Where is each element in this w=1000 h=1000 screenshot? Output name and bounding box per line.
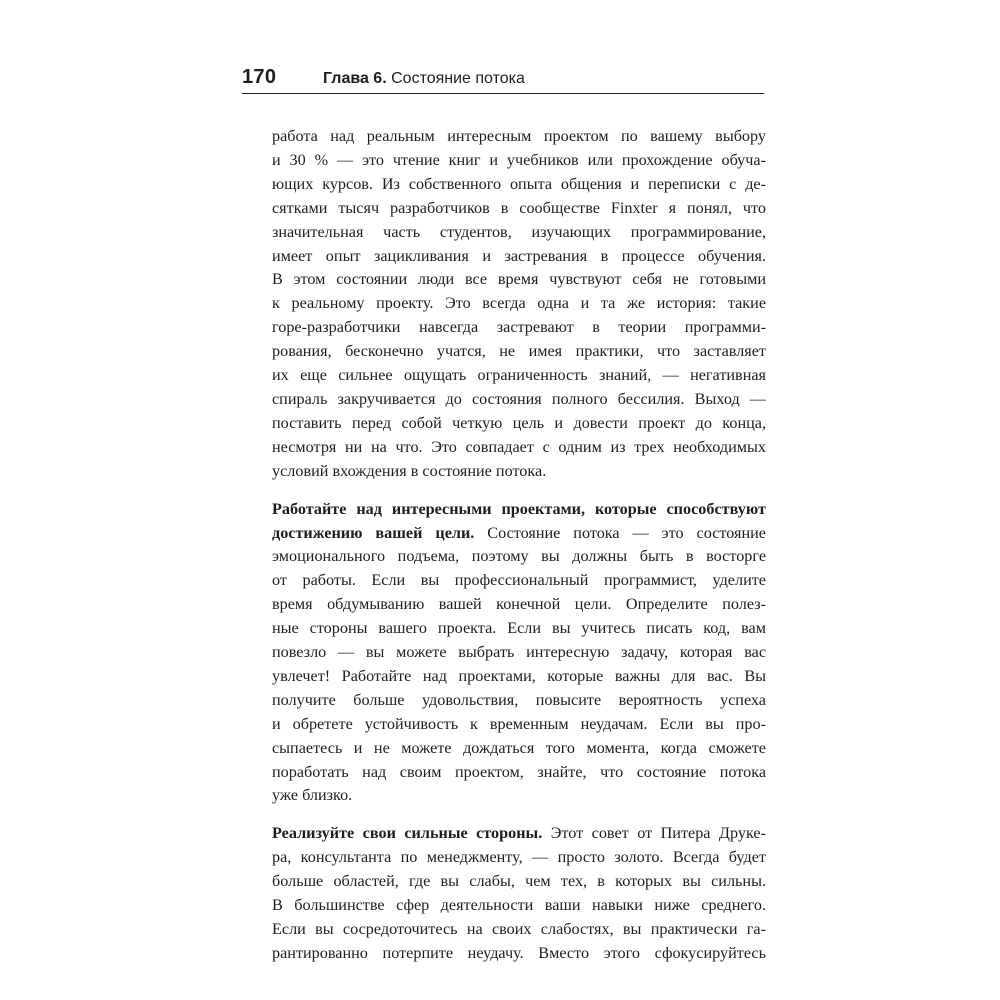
text-line: уже близко. <box>272 786 353 805</box>
text-line: В большинстве сфер деятельности ваши навыки ниже среднего. <box>272 896 766 915</box>
text-line: сыпаетесь и не можете дождаться того момента, когда сможете <box>272 738 766 757</box>
text-line: и обретете устойчивость к временным неудачам. Если вы про- <box>272 714 766 733</box>
text-line: поработать над своим проектом, знайте, что состояние потока <box>272 762 766 781</box>
bold-lead: достижению вашей цели. <box>272 523 475 542</box>
text-run: Этот совет от Питера Друке- <box>542 824 766 843</box>
chapter-label: Глава 6. <box>323 70 387 87</box>
page-number: 170 <box>242 66 277 88</box>
text-line: несмотря ни на что. Это совпадает с одним из трех необходимых <box>272 437 766 456</box>
running-title <box>323 70 525 88</box>
text-line: их еще сильнее ощущать ограниченность знаний, — негативная <box>272 366 766 385</box>
text-line: поставить перед собой четкую цель и довести проект до конца, <box>272 413 766 432</box>
running-header <box>242 63 764 94</box>
text-line: значительная часть студентов, изучающих программирование, <box>272 222 766 241</box>
paragraph-2 <box>272 498 766 809</box>
paragraph-1 <box>272 125 766 484</box>
text-line: сятками тысяч разработчиков в сообществе Finxter я понял, что <box>272 198 766 217</box>
text-line: ные стороны вашего проекта. Если вы учитесь писать код, вам <box>272 619 766 638</box>
text-line: время обдумыванию вашей конечной цели. Определите полез- <box>272 595 766 614</box>
chapter-title: Состояние потока <box>391 70 525 87</box>
text-line: повезло — вы можете выбрать интересную задачу, которая вас <box>272 643 766 662</box>
text-line: от работы. Если вы профессиональный программист, уделите <box>272 571 766 590</box>
text-line: спираль закручивается до состояния полного бессилия. Выход — <box>272 389 766 408</box>
text-line: рантированно потерпите неудачу. Вместо этого сфокусируйтесь <box>272 943 766 962</box>
text-line: эмоционального подъема, поэтому вы должны быть в восторге <box>272 547 766 566</box>
text-line: горе-разработчики навсегда застревают в теории программи- <box>272 318 766 337</box>
text-line: ющих курсов. Из собственного опыта общения и переписки с де- <box>272 174 766 193</box>
text-line: Если вы сосредоточитесь на своих слабостях, вы практически га- <box>272 920 766 938</box>
text-line: имеет опыт зацикливания и застревания в процессе обучения. <box>272 246 766 265</box>
text-line <box>272 822 766 846</box>
text-line <box>272 498 766 522</box>
text-line: рования, бесконечно учатся, не имея практики, что заставляет <box>272 342 766 361</box>
text-line: больше областей, где вы слабы, чем тех, в которых вы сильны. <box>272 872 766 891</box>
text-line: и 30 % — это чтение книг и учебников или прохождение обуча- <box>272 150 766 169</box>
text-line: условий вхождения в состояние потока. <box>272 461 547 480</box>
text-line: В этом состоянии люди все время чувствуют себя не готовыми <box>272 270 766 289</box>
body-text <box>272 125 766 966</box>
bold-lead: Работайте над интересными проектами, которые способствуют <box>272 499 766 518</box>
text-line <box>272 522 766 546</box>
text-line: получите больше удовольствия, повысите вероятность успеха <box>272 690 766 709</box>
text-run: Состояние потока — это состояние <box>474 523 766 542</box>
bold-lead: Реализуйте свои сильные стороны. <box>272 824 543 843</box>
text-line: работа над реальным интересным проектом по вашему выбору <box>272 127 766 145</box>
text-line: к реальному проекту. Это всегда одна и та же история: такие <box>272 294 766 313</box>
text-line: ра, консультанта по менеджменту, — просто золото. Всегда будет <box>272 848 766 867</box>
paragraph-3 <box>272 822 766 965</box>
text-line: увлечет! Работайте над проектами, которые важны для вас. Вы <box>272 666 766 685</box>
